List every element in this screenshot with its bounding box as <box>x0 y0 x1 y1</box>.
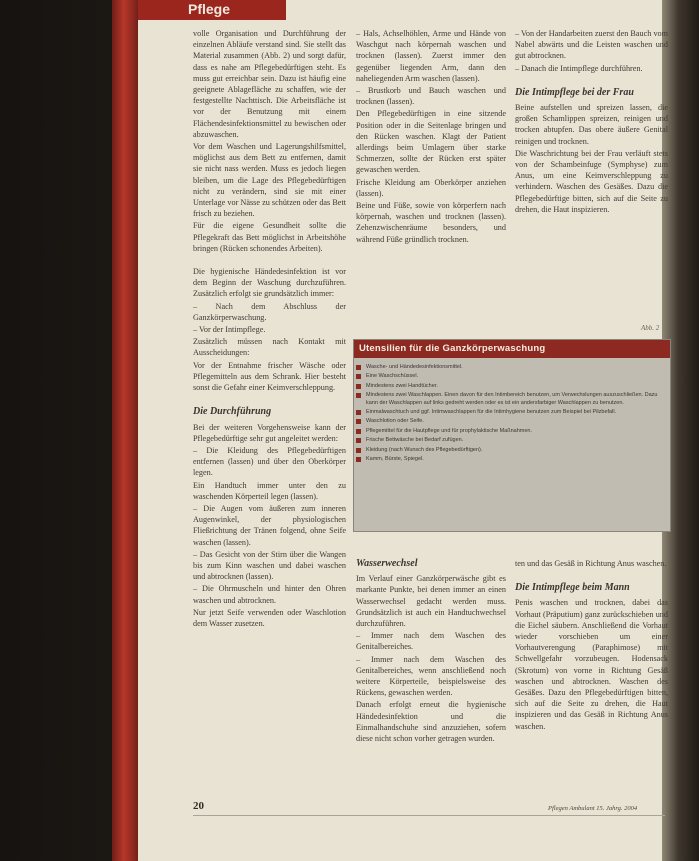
paragraph: volle Organisation und Durchführung der einzelnen Abläufe verstand sind. Sie stellt das Material zusammen (Abb. 2) und sorgt dafür, dass es nahe am Pflegebedürftigen steht. Es muss gut erreichbar sein. Dazu ist häufig eine geeignete Ablagefläche zu schaffen, wie der festgestellte Nachttisch. Die Arbeitsfläche ist vor der Benutzung mit einem Flächendesinfektionsmittel zu bewischen oder abzuwaschen. <box>193 29 346 139</box>
paragraph: Zusätzlich müssen nach Kontakt mit Ausscheidungen: <box>193 337 346 358</box>
red-page-edge <box>112 0 138 861</box>
utensils-box <box>353 339 671 532</box>
list-item <box>354 409 670 416</box>
square-bullet-icon <box>356 365 361 370</box>
paragraph: Beine aufstellen und spreizen lassen, die großen Schamlippen spreizen, reinigen und trocken abtupfen. Das obere äußere Genital reinigen und trocknen. <box>515 103 668 146</box>
paragraph: ten und das Gesäß in Richtung Anus waschen. <box>515 559 667 568</box>
paragraph: – Immer nach dem Waschen des Genitalbereiches. <box>356 631 506 652</box>
list-item-text: Wasche- und Händedesinfektionsmittel. <box>366 364 463 370</box>
paragraph: Danach erfolgt erneut die hygienische Händedesinfektion und die Einmalhandschuhe sind anzuziehen, sofern diese nicht schon vorher getragen wurden. <box>356 700 506 744</box>
section-title: Pflege <box>188 1 231 17</box>
paragraph: Die hygienische Händedesinfektion ist vor dem Beginn der Waschung durchzuführen. Zusätzlich erfolgt sie grundsätzlich immer: <box>193 267 346 299</box>
section-heading: Die Intimpflege beim Mann <box>515 582 630 594</box>
paragraph: – Die Kleidung des Pflegebedürftigen entfernen (lassen) und über den Oberkörper legen. <box>193 445 346 478</box>
paragraph: – Das Gesicht von der Stirn über die Wangen bis zum Kinn waschen und dabei waschen und abtrocknen (lassen). <box>193 549 346 582</box>
list-item <box>354 383 670 390</box>
square-bullet-icon <box>356 384 361 389</box>
paragraph: – Nach dem Abschluss der Ganzkörperwaschung. <box>193 301 346 322</box>
paragraph: – Danach die Intimpflege durchführen. <box>515 63 643 73</box>
page-number: 20 <box>193 800 204 812</box>
paragraph: – Die Ohrmuscheln und hinter den Ohren waschen und abtrocknen. <box>193 584 346 605</box>
text-column-1 <box>193 28 346 629</box>
list-item <box>354 364 670 371</box>
list-item <box>354 456 670 463</box>
paragraph: Nur jetzt Seife verwenden oder Waschlotion dem Wasser zusetzen. <box>193 607 346 628</box>
list-item <box>354 418 670 425</box>
paragraph: – Die Augen vom äußeren zum inneren Augenwinkel, der physiologischen Fließrichtung der Tränen folgend, ohne Seife waschen (lassen). <box>193 503 346 547</box>
paragraph: – Hals, Achselhöhlen, Arme und Hände von Waschgut nach körpernah waschen und trocknen (lassen). Zuerst immer den gegenüber liegenden Arm, dann den naheliegenden Arm waschen (lassen). <box>356 29 506 83</box>
list-item-text: Mindestens zwei Handtücher. <box>366 382 438 389</box>
list-item-text: Pflegemittel für die Hautpflege und für prophylaktische Maßnahmen. <box>366 427 533 434</box>
list-item-text: Waschlotion oder Seife. <box>366 418 424 425</box>
square-bullet-icon <box>356 374 361 379</box>
utensils-list <box>354 364 670 465</box>
paragraph: – Immer nach dem Waschen des Genitalbereiches, wenn anschließend noch weitere Körperteile, beispielsweise des Rückens, gewaschen werden. <box>356 654 506 698</box>
text-column-3-lower <box>515 558 668 732</box>
text-column-2 <box>356 28 506 245</box>
list-item <box>354 392 670 407</box>
paragraph: Den Pflegebedürftigen in eine sitzende Position oder in die Seitenlage bringen und den Rücken waschen. Klagt der Patient allerdings beim Umlagern über starke Schmerzen, sollte der Rücken erst später gewaschen werden. <box>356 109 506 175</box>
paragraph: Penis waschen und trocknen, dabei das Vorhaut (Präputium) ganz zurückschieben und die Eichel säubern. Anschließend die Vorhaut wieder vorschieben um einer Vorhautverengung (Paraphimose) mit Schwellgefahr vorzubeugen. Hodensack (Skrotum) von vorne in Richtung Gesäß waschen und abtrocknen. Waschen des Gesäßes. Dazu den Pflegebedürftigen bitten, sich auf die Seite zu drehen, die Haut inspizieren und das Gesäß in Richtung Anus waschen. <box>515 598 668 731</box>
footer-rule <box>193 815 665 816</box>
list-item <box>354 447 670 454</box>
figure-reference: Abb. 2 <box>641 324 660 332</box>
paragraph: Vor dem Waschen und Lagerungshilfsmittel, möglichst aus dem Bett zu entfernen, damit sie nicht nass werden. Muss es jedoch liegen bleiben, um die Lage des Pflegebedürftigen nicht zu verändern, sind sie mit einer Unterlage vor Nässe zu schützen oder das Bett frisch zu beziehen. <box>193 142 346 219</box>
paragraph: – Von der Handarbeiten zuerst den Bauch vom Nabel abwärts und die Leisten waschen und gut abtrocknen. <box>515 29 668 61</box>
list-item <box>354 428 670 435</box>
list-item-text: Kamm, Bürste, Spiegel. <box>366 456 424 463</box>
section-heading: Die Intimpflege bei der Frau <box>515 86 634 98</box>
section-heading: Die Durchführung <box>193 406 272 418</box>
box-header <box>354 340 670 358</box>
text-column-2-lower <box>356 558 506 744</box>
footer-source: Pflegen Ambulant 15. Jahrg. 2004 <box>548 805 638 812</box>
square-bullet-icon <box>356 410 361 415</box>
list-item <box>354 437 670 444</box>
paragraph: Im Verlauf einer Ganzkörperwäsche gibt es markante Punkte, bei denen immer an einen Wasserwechsel gedacht werden muss. Grundsätzlich ist auch ein Handtuchwechsel durchzuführen. <box>356 574 506 629</box>
paragraph: – Brustkorb und Bauch waschen und trocknen (lassen). <box>356 86 506 107</box>
square-bullet-icon <box>356 429 361 434</box>
list-item-text: Eine Waschschüssel. <box>366 373 419 380</box>
paragraph: Ein Handtuch immer unter den zu waschenden Körperteil legen (lassen). <box>193 480 346 501</box>
box-title: Utensilien für die Ganzkörperwaschung <box>359 343 546 354</box>
paragraph: Vor der Entnahme frischer Wäsche oder Pflegemitteln aus dem Schrank. Hier besteht sonst die Gefahr einer Keimverschleppung. <box>193 360 346 393</box>
square-bullet-icon <box>356 419 361 424</box>
paragraph: Beine und Füße, sowie von körperfern nach körpernah, waschen und trocknen (lassen). Zehenzwischenräume besonders, und während Füße gründlich trocknen. <box>356 201 506 244</box>
paragraph: Die Waschrichtung bei der Frau verläuft stets von der Schambeinfuge (Symphyse) zum Anus, um eine Keimverschleppung zu verhindern. Waschen des Gesäßes. Dazu die Pflegebedürftige bitten, sich auf die Seite zu drehen, die Haut inspizieren. <box>515 148 668 214</box>
list-item-text: Mindestens zwei Waschlappen. Einen davon für den Intimbereich benutzen, um Verwechslungen auszuschließen. Dazu kann der Waschlappen auf links gedreht werden oder es ist ein andersfarbiger Waschlappen zu benutzen. <box>366 392 658 406</box>
square-bullet-icon <box>356 393 361 398</box>
paragraph: – Vor der Intimpflege. <box>193 325 266 335</box>
square-bullet-icon <box>356 438 361 443</box>
paragraph: Frische Kleidung am Oberkörper anziehen (lassen). <box>356 177 506 198</box>
list-item-text: Frische Bettwäsche bei Bedarf zufügen. <box>366 437 464 444</box>
square-bullet-icon <box>356 457 361 462</box>
square-bullet-icon <box>356 448 361 453</box>
paragraph: Bei der weiteren Vorgehensweise kann der Pflegebedürftige sehr gut angeleitet werden: <box>193 422 346 443</box>
section-heading: Wasserwechsel <box>356 558 418 569</box>
text-column-3 <box>515 28 668 215</box>
list-item-text: Einmalwaschtuch und ggf. Intimwaschlappen für die Intimhygiene benutzen zum Beispiel bei Pilzbefall. <box>366 409 617 416</box>
paragraph: Für die eigene Gesundheit sollte die Pflegekraft das Bett möglichst in Arbeitshöhe bringen (Rücken schonendes Arbeiten). <box>193 221 346 253</box>
list-item <box>354 373 670 380</box>
list-item-text: Kleidung (nach Wunsch des Pflegebedürftigen). <box>366 446 483 453</box>
